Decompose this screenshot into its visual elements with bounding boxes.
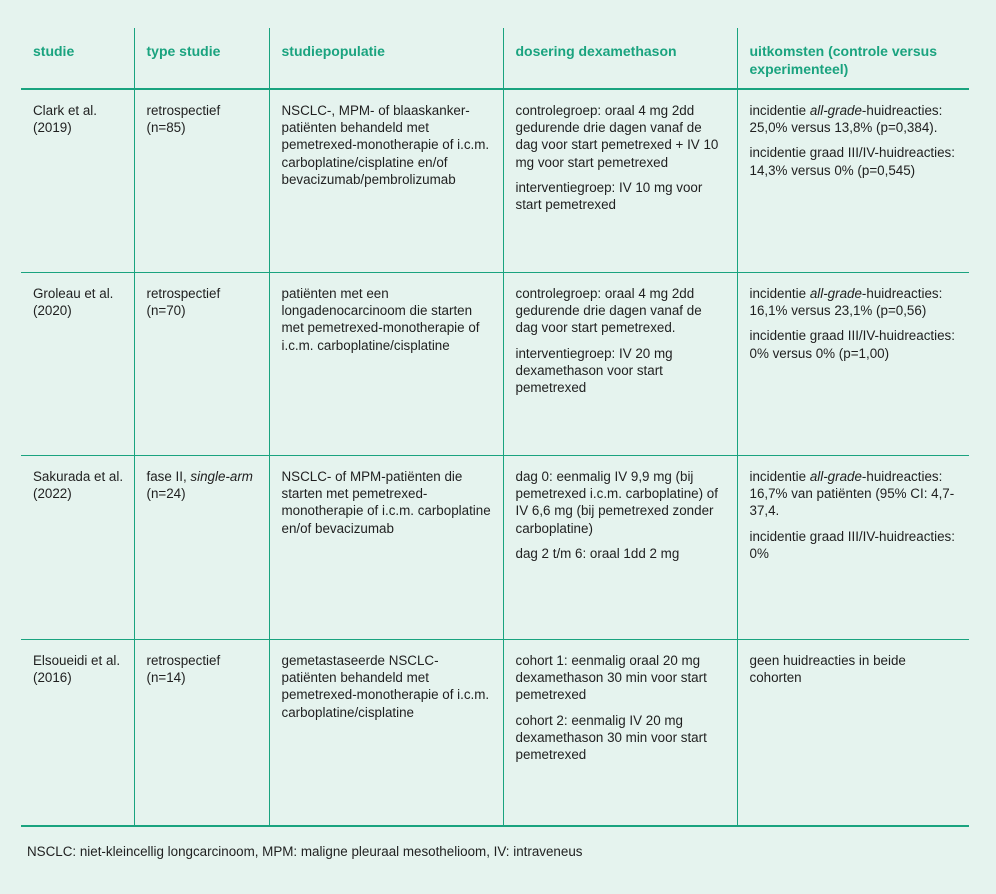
table-row — [21, 640, 969, 827]
table-row — [21, 273, 969, 456]
cell-studie: Clark et al. (2019) — [21, 89, 134, 273]
dosering-paragraph: interventiegroep: IV 10 mg voor start pemetrexed — [515, 179, 703, 213]
header-studie: studie — [21, 28, 134, 89]
header-type-studie: type studie — [134, 28, 269, 89]
cell-dosering — [503, 273, 737, 456]
dosering-paragraph: cohort 2: eenmalig IV 20 mg dexamethason 30 min voor start pemetrexed — [515, 712, 707, 763]
header-studiepopulatie: studiepopulatie — [269, 28, 503, 89]
cell-studie: Groleau et al. (2020) — [21, 273, 134, 456]
header-dosering: dosering dexamethason — [503, 28, 737, 89]
cell-studie: Sakurada et al. (2022) — [21, 456, 134, 640]
uitkomst-paragraph: incidentie all-grade-huidreacties: 25,0% versus 13,8% (p=0,384). — [749, 103, 943, 136]
cell-studiepopulatie: NSCLC- of MPM-patiënten die starten met pemetrexed-monotherapie of i.c.m. carboplatine en/of bevacizumab — [269, 456, 503, 640]
table-row — [21, 456, 969, 640]
studies-table — [21, 28, 969, 827]
uitkomst-paragraph: incidentie graad III/IV-huidreacties: 0% versus 0% (p=1,00) — [749, 328, 955, 361]
cell-type-studie: retrospectief (n=85) — [134, 89, 269, 273]
cell-dosering — [503, 456, 737, 640]
cell-uitkomsten — [737, 640, 969, 827]
dosering-paragraph: controlegroep: oraal 4 mg 2dd gedurende drie dagen vanaf de dag voor start pemetrexed. — [515, 286, 702, 336]
uitkomst-paragraph: incidentie graad III/IV-huidreacties: 14,3% versus 0% (p=0,545) — [749, 145, 955, 178]
cell-type-studie: retrospectief (n=70) — [134, 273, 269, 456]
cell-uitkomsten — [737, 273, 969, 456]
dosering-paragraph: controlegroep: oraal 4 mg 2dd gedurende drie dagen vanaf de dag voor start pemetrexed + IV 10 mg voor start pemetrexed — [515, 103, 719, 170]
cell-studiepopulatie: NSCLC-, MPM- of blaaskanker-patiënten behandeld met pemetrexed-monotherapie of i.c.m. carboplatine/cisplatine en/of bevacizumab/pembrolizumab — [269, 89, 503, 273]
dosering-paragraph: interventiegroep: IV 20 mg dexamethason voor start pemetrexed — [515, 345, 673, 396]
cell-type-studie: retrospectief (n=14) — [134, 640, 269, 827]
dosering-paragraph: dag 2 t/m 6: oraal 1dd 2 mg — [515, 545, 680, 561]
cell-uitkomsten — [737, 456, 969, 640]
footnote: NSCLC: niet-kleincellig longcarcinoom, MPM: maligne pleuraal mesothelioom, IV: intraveneus — [27, 844, 583, 859]
cell-studiepopulatie: patiënten met een longadenocarcinoom die starten met pemetrexed-monotherapie of i.c.m. carboplatine/cisplatine — [269, 273, 503, 456]
cell-studie: Elsoueidi et al. (2016) — [21, 640, 134, 827]
cell-dosering — [503, 89, 737, 273]
header-uitkomsten: uitkomsten (controle versus experimenteel) — [737, 28, 969, 89]
uitkomst-paragraph: geen huidreacties in beide cohorten — [749, 653, 906, 686]
cell-type-studie: fase II, single-arm (n=24) — [134, 456, 269, 640]
table-row — [21, 89, 969, 273]
cell-studiepopulatie: gemetastaseerde NSCLC-patiënten behandeld met pemetrexed-monotherapie of i.c.m. carboplatine/cisplatine — [269, 640, 503, 827]
uitkomst-paragraph: incidentie all-grade-huidreacties: 16,7% van patiënten (95% CI: 4,7-37,4. — [749, 469, 955, 519]
uitkomst-paragraph: incidentie graad III/IV-huidreacties: 0% — [749, 528, 955, 561]
uitkomst-paragraph: incidentie all-grade-huidreacties: 16,1% versus 23,1% (p=0,56) — [749, 286, 943, 319]
cell-uitkomsten — [737, 89, 969, 273]
dosering-paragraph: cohort 1: eenmalig oraal 20 mg dexamethason 30 min voor start pemetrexed — [515, 653, 707, 703]
cell-dosering — [503, 640, 737, 827]
dosering-paragraph: dag 0: eenmalig IV 9,9 mg (bij pemetrexed i.c.m. carboplatine) of IV 6,6 mg (bij pemetrexed zonder carboplatine) — [515, 469, 718, 536]
header-row — [21, 28, 969, 89]
